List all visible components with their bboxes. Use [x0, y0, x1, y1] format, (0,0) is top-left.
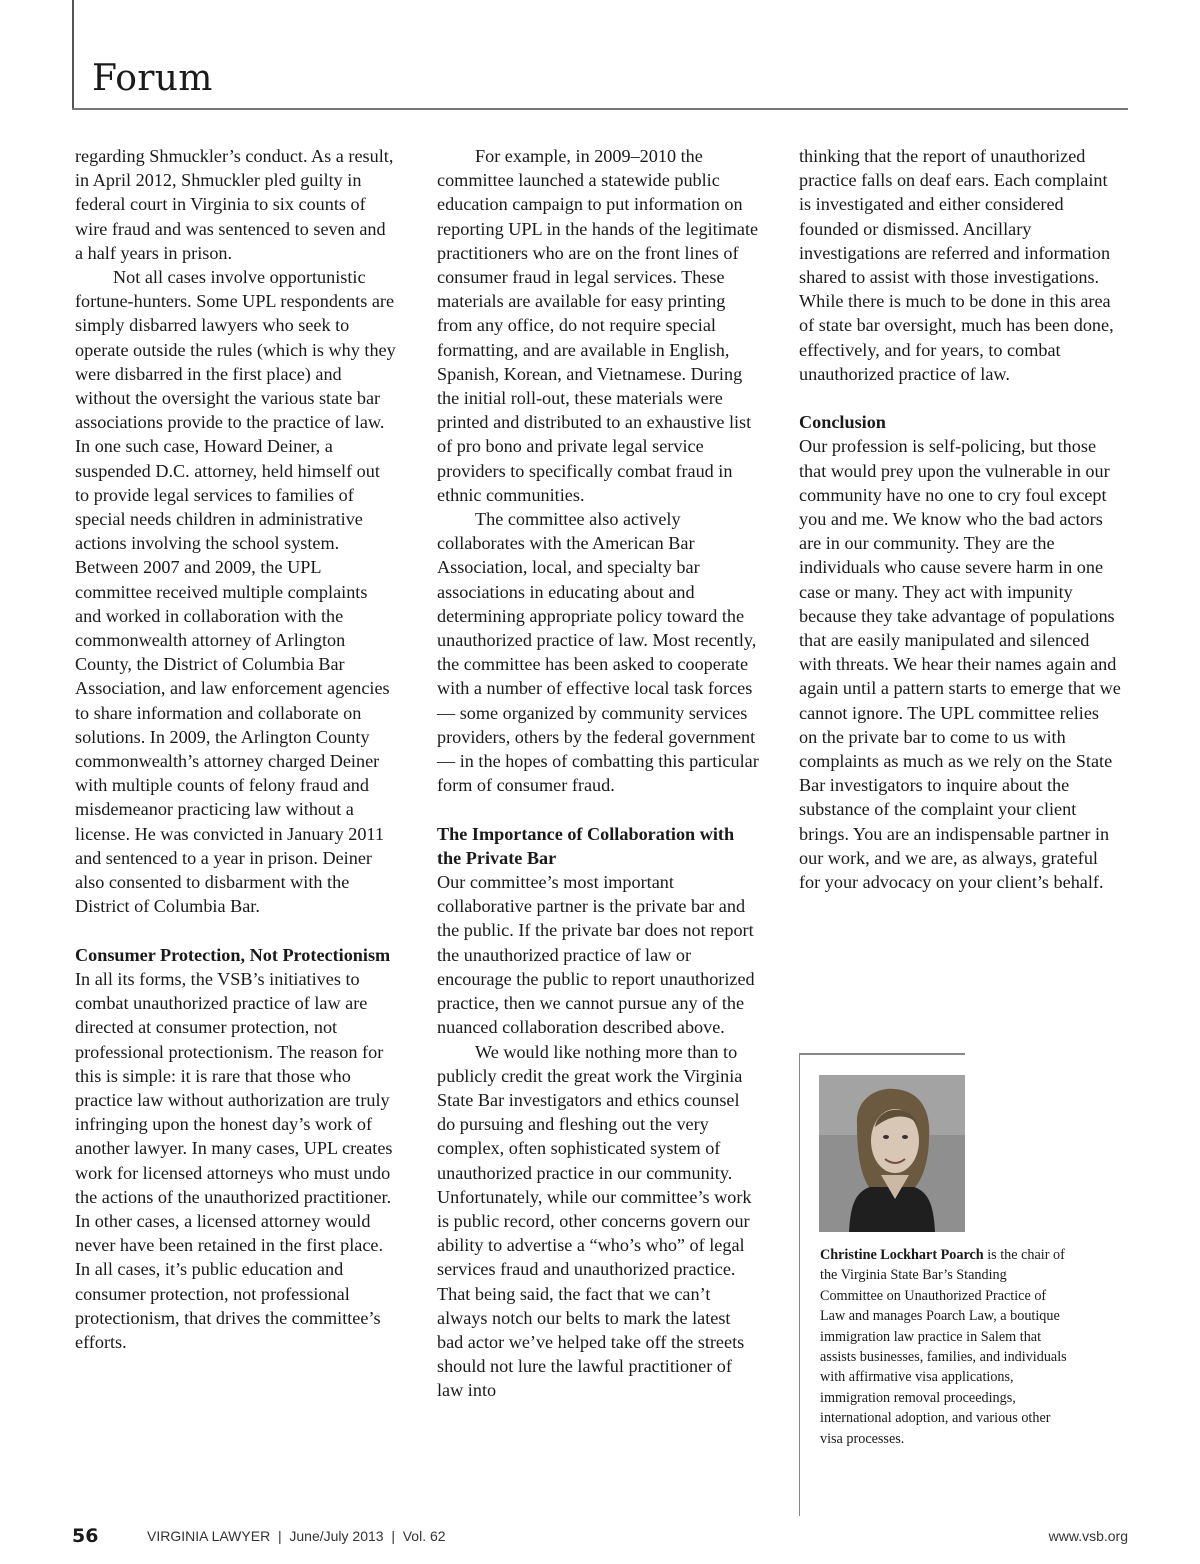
- author-bio-paragraph: [820, 1245, 1070, 1449]
- site-url[interactable]: www.vsb.org: [1048, 1528, 1128, 1544]
- page-footer: [72, 1525, 1128, 1549]
- col2-paragraph-4: We would like nothing more than to publicly credit the great work the Virginia State Bar investigators and ethics counsel do pursuing and fleshing out the very complex, often sophisticated system of unauthorized practice in our community. Unfortunately, while our committee’s work is public record, other concerns govern our ability to advertise a “who’s who” of legal services fraud and unauthorized practice. That being said, the fact that we can’t always notch our belts to mark the latest bad actor we’ve helped take off the streets should not lure the lawful practitioner of law into: [437, 1041, 752, 1401]
- col3-paragraph-2: Our profession is self-policing, but those that would prey upon the vulnerable in our community have no one to cry foul except you and me. We know who the bad actors are in our community. They are the individuals who cause severe harm in one case or many. They act with impunity because they take advantage of populations that are easily manipulated and silenced with threats. We hear their names again and again until a pattern starts to emerge that we cannot ignore. The UPL committee relies on the private bar to come to us with complaints as much as we rely on the State Bar investigators to inquire about the substance of the complaint your client brings. You are an indispensable partner in our work, and we are, as always, grateful for your advocacy on your client’s behalf.: [799, 436, 1121, 893]
- author-bio: [820, 1245, 1070, 1449]
- col2-subheading: The Importance of Collaboration with the Private Bar: [437, 823, 735, 868]
- header-rule-left: [72, 0, 74, 110]
- publication-info: VIRGINIA LAWYER | June/July 2013 | Vol. 62: [147, 1528, 446, 1544]
- section-title: Forum: [92, 58, 213, 99]
- header-rule-bottom: [72, 108, 1128, 110]
- col1-paragraph-3: In all its forms, the VSB’s initiatives to combat unauthorized practice of law are directed at consumer protection, not professional protectionism. The reason for this is simple: it is rare that those who practice law without authorization are truly infringing upon the honest day’s work of another lawyer. In many cases, UPL creates work for licensed attorneys who must undo the actions of the unauthorized practitioner. In other cases, a licensed attorney would never have been retained in the first place. In all cases, it’s public education and consumer protection, not professional protectionism, that drives the committee’s efforts.: [75, 968, 393, 1352]
- col1-subheading: Consumer Protection, Not Protectionism: [75, 944, 391, 965]
- col2-paragraph-2: The committee also actively collaborates with the American Bar Association, local, and specialty bar associations in educating about and determining appropriate policy toward the unauthorized practice of law. Most recently, the committee has been asked to cooperate with a number of effective local task forces — some organized by community services providers, others by the federal government — in the hopes of combatting this particular form of consumer fraud.: [437, 509, 759, 796]
- article-column-3: [799, 144, 1121, 894]
- author-name: Christine Lockhart Poarch: [820, 1247, 984, 1263]
- col3-subheading: Conclusion: [799, 412, 886, 433]
- author-bio-box: [799, 1053, 1130, 1516]
- bio-box-rule: [800, 1053, 965, 1055]
- col1-paragraph-2: Not all cases involve opportunistic fortune-hunters. Some UPL respondents are simply disbarred lawyers who seek to operate outside the rules (which is why they were disbarred in the first place) and without the oversight the various state bar associations provide to the practice of law. In one such case, Howard Deiner, a suspended D.C. attorney, held himself out to provide legal services to families of special needs children in administrative actions involving the school system. Between 2007 and 2009, the UPL committee received multiple complaints and worked in collaboration with the commonwealth attorney of Arlington County, the District of Columbia Bar Association, and law enforcement agencies to share information and collaborate on solutions. In 2009, the Arlington County commonwealth’s attorney charged Deiner with multiple counts of felony fraud and misdemeanor practicing law without a license. He was convicted in January 2011 and sentenced to a year in prison. Deiner also consented to disbarment with the District of Columbia Bar.: [75, 267, 396, 917]
- col1-paragraph-1: regarding Shmuckler’s conduct. As a result, in April 2012, Shmuckler pled guilty in federal court in Virginia to six counts of wire fraud and was sentenced to seven and a half years in prison.: [75, 146, 394, 263]
- author-photo: [819, 1075, 965, 1232]
- article-column-2: [437, 144, 759, 1403]
- col3-paragraph-1: thinking that the report of unauthorized practice falls on deaf ears. Each complaint is investigated and either considered founded or dismissed. Ancillary investigations are referred and information shared to assist with those investigations. While there is much to be done in this area of state bar oversight, much has been done, effectively, and for years, to combat unauthorized practice of law.: [799, 146, 1114, 384]
- col2-paragraph-1: For example, in 2009–2010 the committee launched a statewide public education campaign to put information on reporting UPL in the hands of the legitimate practitioners who are on the front lines of consumer fraud in legal services. These materials are available for easy printing from any office, do not require special formatting, and are available in English, Spanish, Korean, and Vietnamese. During the initial roll-out, these materials were printed and distributed to an exhaustive list of pro bono and private legal service providers to specifically combat fraud in ethnic communities.: [437, 146, 759, 505]
- article-column-1: [75, 144, 397, 1354]
- page-number: 56: [72, 1525, 99, 1547]
- author-bio-text: is the chair of the Virginia State Bar’s Standing Committee on Unauthorized Practice of Law and manages Poarch Law, a boutique immigration law practice in Salem that assists businesses, families, and individuals with affirmative visa applications, immigration removal proceedings, international adoption, and various other visa processes.: [820, 1247, 1067, 1447]
- col2-paragraph-3: Our committee’s most important collaborative partner is the private bar and the public. If the private bar does not report the unauthorized practice of law or encourage the public to report unauthorized practice, then we cannot pursue any of the nuanced collaboration described above.: [437, 872, 755, 1038]
